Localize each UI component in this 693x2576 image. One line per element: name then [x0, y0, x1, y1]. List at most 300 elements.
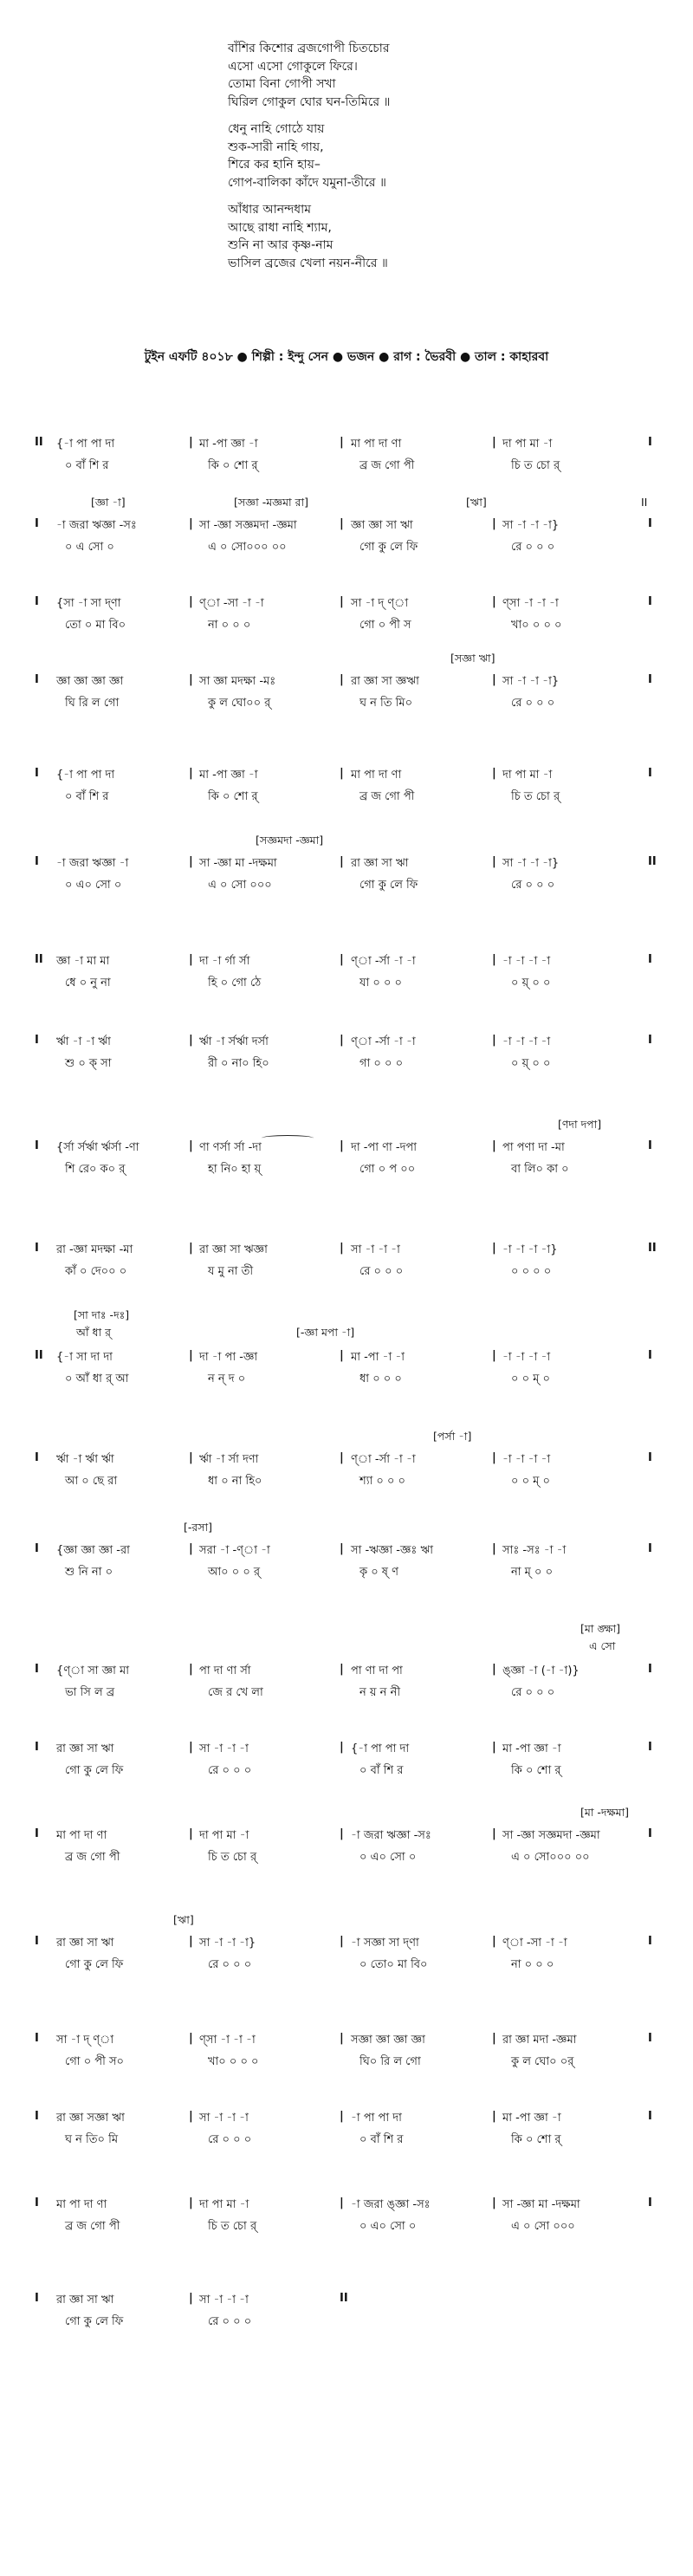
ornament-annotation: [সজ্ঞা ঋা]	[450, 652, 495, 665]
swara-measure: সা -া দ্ ণ্া	[351, 597, 409, 610]
swara-measure: মা পা দা ণা	[56, 1829, 107, 1842]
measure-separator: |	[492, 1034, 496, 1047]
swara-measure: দা -া পা -জ্ঞা	[199, 1351, 258, 1364]
swara-row	[35, 593, 658, 615]
swara-measure: মা পা দা ণা	[351, 769, 402, 782]
syllable-group: ভা সি ল ব্র	[65, 1686, 115, 1699]
syllable-row	[35, 1562, 658, 1583]
syllable-group: চি ত চো র্	[511, 790, 560, 803]
measure-separator: |	[492, 1451, 496, 1464]
notation-annotation-row	[35, 2088, 658, 2107]
syllable-group: গো ০ প ০০	[359, 1163, 416, 1176]
swara-measure: {-া পা পা দা	[56, 769, 115, 782]
syllable-group: ০ এ০ সো ০	[65, 879, 122, 892]
notation-block	[35, 1913, 658, 1976]
measure-separator: |	[340, 1451, 344, 1464]
measure-separator: |	[189, 1451, 193, 1464]
end-barline: I	[648, 1663, 652, 1676]
ornament-annotation: [ঋা]	[466, 496, 487, 509]
swara-measure: -া সজ্ঞা সা দ্ণা	[351, 1937, 419, 1950]
start-barline: II	[35, 1349, 43, 1362]
swara-measure: ণা ণর্সা র্সা -দা	[199, 1141, 262, 1154]
start-barline: I	[35, 1827, 39, 1840]
swara-measure: র্ঋা -া র্ঋা র্ঋা	[56, 1453, 114, 1466]
syllable-row	[35, 1054, 658, 1074]
measure-separator: |	[340, 2110, 344, 2123]
swara-measure: -া -া -া -া	[502, 1035, 551, 1048]
lyric-line: শিরে কর হানি হায়–	[228, 158, 321, 172]
syllable-group: ০ য়্ ০ ০	[511, 977, 551, 990]
swara-measure: দা -পা ণা -দপা	[351, 1141, 418, 1154]
syllable-group: গো ০ পী স০	[65, 2055, 124, 2068]
notation-annotation-row	[35, 1913, 658, 1932]
notation-block	[35, 574, 658, 636]
notation-annotation-row	[35, 1430, 658, 1449]
notation-block	[35, 1521, 658, 1583]
start-barline: I	[35, 595, 39, 608]
syllable-group: ব্র জ গো পী	[359, 790, 415, 803]
end-barline: I	[648, 436, 652, 449]
measure-separator: |	[492, 1935, 496, 1948]
swara-measure: -া -া -া -া	[502, 1453, 551, 1466]
notation-block	[35, 414, 658, 477]
syllable-group: ব্র জ গো পী	[65, 1851, 120, 1864]
swara-row	[35, 2289, 658, 2312]
end-barline: I	[648, 2196, 652, 2209]
syllable-group: ধে ০ নু না	[65, 977, 111, 990]
syllable-group: ০ য়্ ০ ০	[511, 1057, 551, 1070]
syllable-group: ০ এ০ সো ০	[359, 2220, 417, 2233]
notation-block	[35, 496, 658, 558]
measure-separator: |	[189, 517, 193, 530]
ornament-annotation: আঁ ধা র্	[76, 1326, 112, 1339]
swara-measure: দা পা মা -া	[199, 2198, 249, 2211]
syllable-group: কি ০ শো র্	[511, 2133, 561, 2146]
swara-measure: {সা -া সা দ্ণা	[56, 597, 121, 610]
measure-separator: |	[189, 1139, 193, 1152]
swara-measure: সা -া দ্ ণ্া	[56, 2034, 114, 2047]
swara-measure: মা পা দা ণা	[351, 438, 402, 451]
lyric-line: শুনি না আর কৃষ্ণ-নাম	[228, 238, 334, 252]
swara-measure: সা -ঋজ্ঞা -জ্ঞঃ ঋা	[351, 1544, 433, 1557]
syllable-group: ০ আঁ ধা র্ আ	[65, 1372, 129, 1385]
syllable-row	[35, 875, 658, 896]
end-barline: I	[648, 2032, 652, 2045]
syllable-group: ধা ০ ০ ০	[359, 1372, 402, 1385]
syllable-row	[35, 615, 658, 636]
song-lyrics	[228, 40, 626, 282]
measure-separator: |	[189, 1034, 193, 1047]
swara-measure: জ্ঞা -া মা মা	[56, 955, 110, 968]
syllable-group: গা ০ ০ ০	[359, 1057, 404, 1070]
swara-measure: -া জরা ঋজ্ঞা -সঃ	[351, 1829, 431, 1842]
swara-measure: মা -পা -া -া	[351, 1351, 405, 1364]
measure-separator: |	[340, 953, 344, 966]
notation-annotation-row	[35, 1719, 658, 1738]
measure-separator: |	[492, 2110, 496, 2123]
syllable-group: ০ এ০ সো ০	[359, 1851, 417, 1864]
syllable-group: গো কু লে ফি	[359, 879, 418, 892]
swara-measure: -া -া -া -া	[502, 955, 551, 968]
lyrics-stanza	[228, 201, 626, 272]
measure-separator: |	[189, 2292, 193, 2305]
syllable-group: ০ ০ ম্ ০	[511, 1372, 550, 1385]
swara-measure: পা পণা দা -মা	[502, 1141, 565, 1154]
swara-measure: মা -পা জ্ঞা -া	[502, 2112, 561, 2125]
measure-separator: |	[492, 855, 496, 868]
swara-measure: দা পা মা -া	[502, 769, 553, 782]
syllable-group: শু ০ ক্ সা	[65, 1057, 112, 1070]
notation-annotation-row	[35, 1012, 658, 1031]
syllable-group: এ ০ সো০০০ ০০	[208, 541, 287, 554]
syllable-group: ঘ ন তি মি০	[359, 697, 413, 710]
swara-measure: দা -া র্গা র্সা	[199, 955, 250, 968]
syllable-group: রে ০ ০ ০	[208, 1958, 252, 1971]
syllable-group: বা লি০ কা ০	[511, 1163, 569, 1176]
measure-separator: |	[340, 1663, 344, 1676]
ornament-annotation: [সা দাঃ -দঃ]	[74, 1308, 130, 1321]
start-barline: I	[35, 767, 39, 780]
start-barline: II	[35, 953, 43, 966]
syllable-group: রী ০ না০ হি০	[208, 1057, 269, 1070]
start-barline: II	[35, 436, 43, 449]
end-barline: II	[648, 855, 657, 868]
swara-measure: দা পা মা -া	[502, 438, 553, 451]
measure-separator: |	[340, 517, 344, 530]
syllable-group: ঘি রি ল গো	[65, 697, 120, 710]
measure-separator: |	[492, 2196, 496, 2209]
swara-measure: ণ্া -র্সা -া -া	[351, 955, 416, 968]
syllable-row	[35, 2130, 658, 2151]
swara-measure: সা -জ্ঞা মা -দক্ষমা	[199, 857, 277, 870]
syllable-row	[35, 537, 658, 558]
syllable-row	[35, 1471, 658, 1492]
measure-separator: |	[492, 1242, 496, 1255]
start-barline: I	[35, 673, 39, 686]
measure-separator: |	[189, 2032, 193, 2045]
syllable-row	[35, 787, 658, 808]
syllable-group: আ০ ০ ০ র্	[208, 1566, 261, 1579]
measure-separator: |	[340, 1935, 344, 1948]
measure-separator: |	[189, 767, 193, 780]
swara-measure: ঙ্জ্ঞা -া (-া -া)}	[502, 1664, 580, 1677]
swara-measure: দা পা মা -া	[199, 1829, 249, 1842]
measure-separator: |	[340, 1242, 344, 1255]
swara-measure: রা জ্ঞা মদা -জ্ঞমা	[502, 2034, 577, 2047]
measure-separator: |	[189, 1935, 193, 1948]
notation-block	[35, 1806, 658, 1868]
swara-measure: ণ্সা -া -া -া	[502, 597, 559, 610]
swara-measure: সা -া -া -া}	[502, 857, 560, 870]
lyric-line: বাঁশির কিশোর ব্রজগোপী চিতচোর	[228, 42, 390, 55]
end-barline: I	[648, 767, 652, 780]
syllable-group: রে ০ ০ ০	[511, 879, 555, 892]
ornament-annotation: [-জ্ঞা মপা -া]	[296, 1326, 355, 1339]
start-barline: I	[35, 1663, 39, 1676]
measure-separator: |	[189, 595, 193, 608]
start-barline: I	[35, 1741, 39, 1754]
syllable-group: যা ০ ০ ০	[359, 977, 403, 990]
measure-separator: |	[189, 1663, 193, 1676]
start-barline: I	[35, 855, 39, 868]
measure-separator: |	[189, 2110, 193, 2123]
syllable-row	[35, 2312, 658, 2333]
end-barline: I	[648, 953, 652, 966]
swara-measure: সা -া -া -া}	[502, 519, 560, 532]
syllable-group: না ০ ০ ০	[511, 1958, 554, 1971]
notation-block	[35, 2175, 658, 2237]
measure-separator: |	[189, 1242, 193, 1255]
end-barline: II	[648, 1242, 657, 1255]
syllable-group: চি ত চো র্	[208, 1851, 257, 1864]
notation-block	[35, 2270, 658, 2333]
syllable-group: ০ ০ ম্ ০	[511, 1475, 550, 1488]
syllable-group: ধা ০ না হি০	[208, 1475, 262, 1488]
measure-separator: |	[189, 673, 193, 686]
lyric-line: শুক-সারী নাহি গায়,	[228, 140, 324, 154]
ornament-annotation: II	[641, 496, 648, 509]
swara-measure: র্ঋা -া র্সা দণা	[199, 1453, 259, 1466]
notation-annotation-row	[35, 2175, 658, 2194]
measure-separator: |	[492, 673, 496, 686]
syllable-group: গো ০ পী স	[359, 619, 411, 632]
measure-separator: |	[340, 767, 344, 780]
swara-measure: -া জরা ঋজ্ঞা -সঃ	[56, 519, 137, 532]
swara-measure: মা -পা জ্ঞা -া	[199, 438, 258, 451]
swara-measure: রা জ্ঞা সা জ্ঞঋা	[351, 675, 419, 688]
lyric-line: এসো এসো গোকুলে ফিরে।	[228, 59, 358, 74]
syllable-group: চি ত চো র্	[511, 459, 560, 472]
notation-block	[35, 1308, 658, 1390]
swara-measure: সরা -া -ণ্া -া	[199, 1544, 270, 1557]
start-barline: I	[35, 1139, 39, 1152]
measure-separator: |	[492, 767, 496, 780]
lyric-line: গোপ-বালিকা কাঁদে যমুনা-তীরে ॥	[228, 175, 386, 190]
end-barline: I	[648, 1827, 652, 1840]
end-barline: I	[648, 1451, 652, 1464]
swara-measure: -া -া -া -া}	[502, 1243, 558, 1256]
syllable-group: আ ০ ছে রা	[65, 1475, 118, 1488]
notation-annotation-row	[35, 1308, 658, 1346]
measure-separator: |	[492, 1663, 496, 1676]
syllable-group: খা০ ০ ০ ০	[208, 2055, 259, 2068]
start-barline: I	[35, 2032, 39, 2045]
swara-measure: -া জরা ঋজ্ঞা -া	[56, 857, 129, 870]
ornament-annotation: [মা ঙ্ক্ষা]	[580, 1622, 620, 1635]
syllable-group: কি ০ শো র্	[208, 459, 258, 472]
measure-separator: |	[189, 1827, 193, 1840]
measure-separator: |	[340, 673, 344, 686]
start-barline: I	[35, 1451, 39, 1464]
notation-annotation-row	[35, 834, 658, 853]
swara-row	[35, 853, 658, 875]
syllable-group: ০ এ সো ০	[65, 541, 114, 554]
swara-measure: -া জরা ঙ্জ্ঞা -সঃ	[351, 2198, 431, 2211]
start-barline: I	[35, 517, 39, 530]
swara-measure: রা জ্ঞা সজ্ঞা ঋা	[56, 2112, 125, 2125]
swara-row	[35, 515, 658, 537]
notation-block	[35, 1622, 658, 1703]
swara-row	[35, 1540, 658, 1562]
ornament-annotation: [সজ্ঞমদা -জ্ঞমা]	[256, 834, 324, 847]
notation-block	[35, 1719, 658, 1781]
ornament-annotation: [-রসা]	[184, 1521, 213, 1534]
swara-measure: সা -া -া -া	[351, 1243, 400, 1256]
ornament-annotation: [মা -দক্ষমা]	[580, 1806, 630, 1819]
notation-block	[35, 1220, 658, 1282]
syllable-group: ন য় ন নী	[359, 1686, 401, 1699]
notation-annotation-row	[35, 1118, 658, 1137]
syllable-row	[35, 2052, 658, 2073]
swara-measure: র্ঋা -া র্সর্ঋা দর্সা	[199, 1035, 269, 1048]
swara-measure: সা -জ্ঞা সজ্ঞমদা -জ্ঞমা	[199, 519, 297, 532]
swara-measure: সা -জ্ঞা মা -দক্ষমা	[502, 2198, 580, 2211]
ornament-annotation: [ণদা দপা]	[558, 1118, 602, 1131]
notation-annotation-row	[35, 652, 658, 671]
swara-measure: {-া সা দা দা	[56, 1351, 113, 1364]
end-barline: I	[648, 673, 652, 686]
syllable-group: গো কু লে ফি	[65, 2315, 124, 2328]
notation-block	[35, 1118, 658, 1180]
measure-separator: |	[340, 436, 344, 449]
swara-measure: সা -া -া -া	[199, 1742, 249, 1755]
ornament-annotation: [জ্ঞা -া]	[91, 496, 126, 509]
syllable-group: য মু না তী	[208, 1265, 254, 1278]
syllable-group: রে ০ ০ ০	[359, 1265, 404, 1278]
swara-measure: পা দা ণা র্সা	[199, 1664, 251, 1677]
swara-measure: রা জ্ঞা সা ঋা	[56, 2294, 114, 2307]
measure-separator: |	[189, 1349, 193, 1362]
syllable-group: খা০ ০ ০ ০	[511, 619, 562, 632]
notation-annotation-row	[35, 931, 658, 951]
syllable-group: কাঁ ০ দে০০ ০	[65, 1265, 127, 1278]
swara-measure: সা -া -া -া}	[502, 675, 560, 688]
measure-separator: |	[340, 1827, 344, 1840]
swara-measure: রা -জ্ঞা মদক্ষা -মা	[56, 1243, 133, 1256]
swara-row	[35, 2107, 658, 2130]
notation-block	[35, 1012, 658, 1074]
syllable-row	[35, 456, 658, 477]
swara-measure: সা -জ্ঞা সজ্ঞমদা -জ্ঞমা	[502, 1829, 600, 1842]
syllable-group: শু নি না ০	[65, 1566, 113, 1579]
swara-measure: সজ্ঞা জ্ঞা জ্ঞা জ্ঞা	[351, 2034, 425, 2047]
swara-measure: সাঃ -সঃ -া -া	[502, 1544, 567, 1557]
measure-separator: |	[340, 1139, 344, 1152]
start-barline: I	[35, 1935, 39, 1948]
measure-separator: |	[492, 1139, 496, 1152]
swara-measure: মা পা দা ণা	[56, 2198, 107, 2211]
measure-separator: |	[340, 2032, 344, 2045]
notation-annotation-row	[35, 1806, 658, 1825]
swara-measure: ণ্া -র্সা -া -া	[351, 1453, 416, 1466]
end-barline: I	[648, 1741, 652, 1754]
end-barline: I	[648, 1139, 652, 1152]
swara-measure: রা জ্ঞা সা ঋজ্ঞা	[199, 1243, 268, 1256]
syllable-row	[35, 1683, 658, 1703]
measure-separator: |	[492, 953, 496, 966]
notation-block	[35, 2010, 658, 2073]
lyric-line: ঘিরিল গোকুল ঘোর ঘন-তিমিরে ॥	[228, 94, 391, 109]
syllable-row	[35, 1369, 658, 1390]
end-barline: I	[648, 1349, 652, 1362]
swara-measure: জ্ঞা জ্ঞা জ্ঞা জ্ঞা	[56, 675, 124, 688]
measure-separator: |	[340, 855, 344, 868]
syllable-group: কু ল ঘো০০ র্	[208, 697, 271, 710]
measure-separator: |	[189, 1741, 193, 1754]
syllable-group: রে ০ ০ ০	[208, 1764, 252, 1777]
swara-measure: {জ্ঞা জ্ঞা জ্ঞা -রা	[56, 1544, 130, 1557]
swara-row	[35, 671, 658, 693]
syllable-group: রে ০ ০ ০	[511, 541, 555, 554]
swara-row	[35, 2194, 658, 2216]
swara-measure: ণ্া -র্সা -া -া	[351, 1035, 416, 1048]
swara-measure: সা জ্ঞা মদক্ষা -মঃ	[199, 675, 276, 688]
syllable-group: রে ০ ০ ০	[208, 2315, 252, 2328]
swara-measure: জ্ঞা জ্ঞা সা ঋা	[351, 519, 413, 532]
syllable-row	[35, 693, 658, 714]
swara-row	[35, 433, 658, 456]
syllable-row	[35, 1159, 658, 1180]
syllable-group: ব্র জ গো পী	[65, 2220, 120, 2233]
syllable-group: ০ ০ ০ ০	[511, 1265, 552, 1278]
swara-measure: {ণ্া সা জ্ঞা মা	[56, 1664, 130, 1677]
swara-row	[35, 1137, 658, 1159]
swara-row	[35, 764, 658, 787]
swara-measure: {-া পা পা দা	[56, 438, 115, 451]
syllable-group: ০ তো০ মা বি০	[359, 1958, 428, 1971]
ornament-annotation: [সজ্ঞা -মজ্ঞমা রা]	[234, 496, 309, 509]
measure-separator: |	[492, 2032, 496, 2045]
measure-separator: |	[189, 1542, 193, 1555]
end-barline: I	[648, 1034, 652, 1047]
notation-block	[35, 834, 658, 896]
measure-separator: |	[492, 595, 496, 608]
end-barline: I	[648, 595, 652, 608]
ornament-annotation: [পর্সা -া]	[433, 1430, 472, 1443]
swara-row	[35, 1738, 658, 1761]
ornament-annotation: এ সো	[589, 1639, 616, 1652]
record-info-line: টুইন এফটি ৪০১৮ ● শিল্পী : ইন্দু সেন ● ভজন ● রাগ : ভৈরবী ● তাল : কাহারবা	[144, 350, 549, 364]
syllable-group: জে র খে লা	[208, 1686, 263, 1699]
measure-separator: |	[189, 436, 193, 449]
swara-row	[35, 951, 658, 973]
measure-separator: |	[340, 595, 344, 608]
syllable-group: এ ০ সো ০০০	[511, 2220, 575, 2233]
start-barline: I	[35, 2110, 39, 2123]
end-barline: I	[648, 2110, 652, 2123]
start-barline: I	[35, 1242, 39, 1255]
syllable-group: ০ বাঁ শি র	[359, 1764, 404, 1777]
syllable-row	[35, 2216, 658, 2237]
swara-row	[35, 1346, 658, 1369]
measure-separator: |	[189, 2196, 193, 2209]
syllable-group: কি ০ শো র্	[208, 790, 258, 803]
notation-annotation-row	[35, 1622, 658, 1660]
syllable-group: হি ০ গো ঠে	[208, 977, 262, 990]
start-barline: I	[35, 1542, 39, 1555]
syllable-row	[35, 1955, 658, 1976]
swara-measure: র্ঋা -া -া র্ঋা	[56, 1035, 111, 1048]
measure-separator: |	[340, 1349, 344, 1362]
measure-separator: |	[189, 855, 193, 868]
syllable-group: ০ বাঁ শি র	[359, 2133, 404, 2146]
lyric-line: তোমা বিনা গোপী সখা	[228, 77, 336, 91]
notation-annotation-row	[35, 1220, 658, 1239]
notation-annotation-row	[35, 496, 658, 515]
swara-measure: -া -া -া -া	[502, 1351, 551, 1364]
syllable-group: ০ বাঁ শি র	[65, 790, 109, 803]
lyric-line: ধেনু নাহি গোঠে যায়	[228, 122, 325, 136]
